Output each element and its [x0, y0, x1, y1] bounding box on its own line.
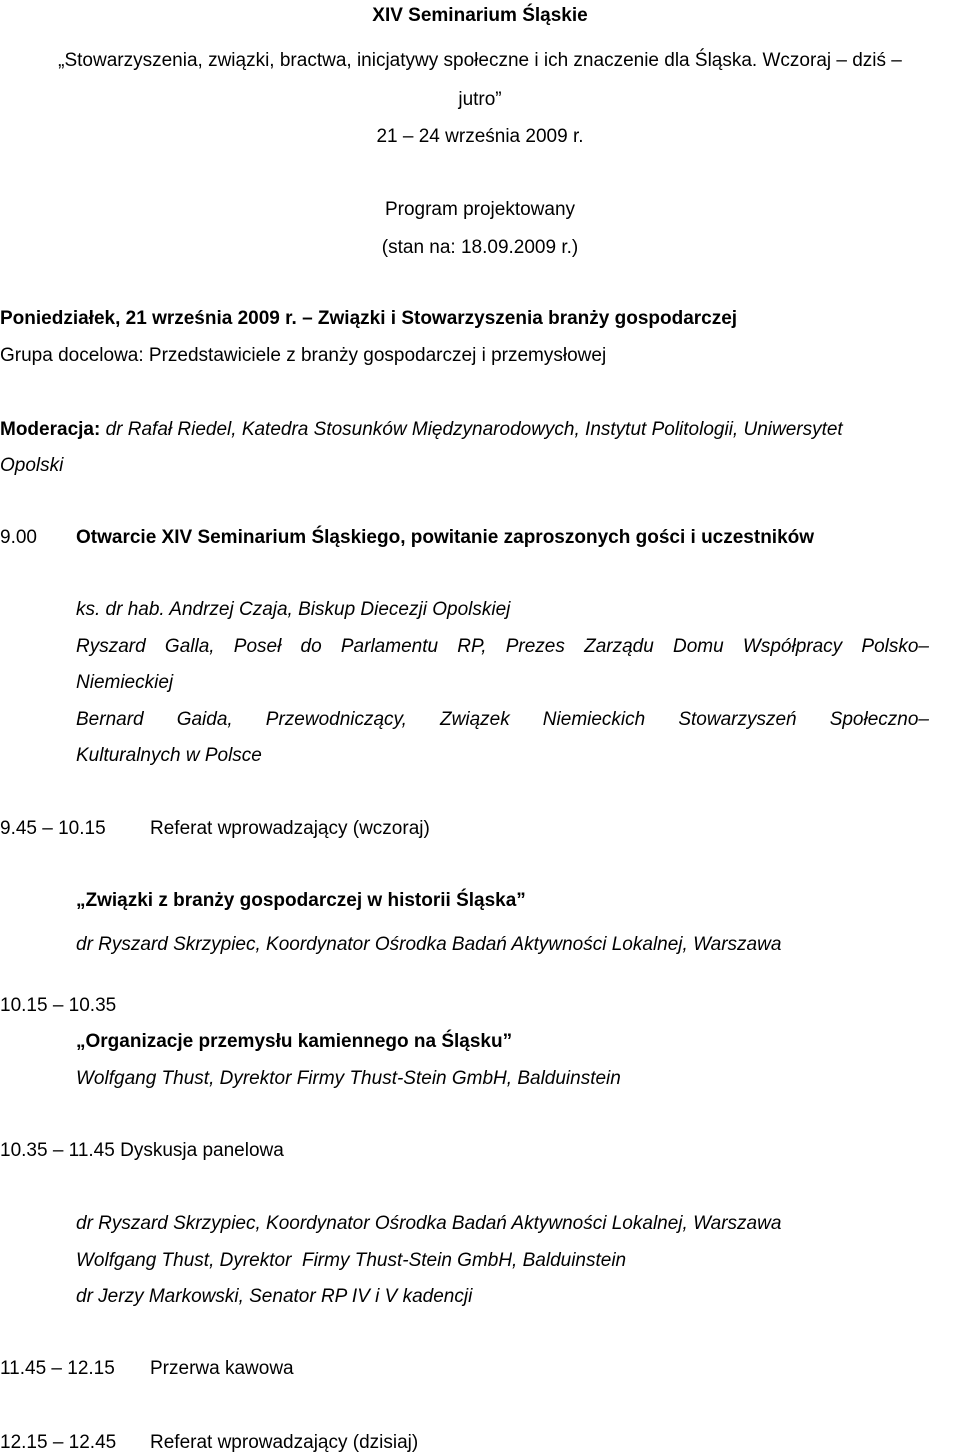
break-label: Przerwa kawowa	[150, 1358, 294, 1379]
program-status: (stan na: 18.09.2009 r.)	[381, 237, 579, 258]
opening-time: 9.00	[0, 527, 37, 548]
day-heading	[0, 308, 737, 330]
moderation-line2: Opolski	[0, 455, 64, 476]
opening-speaker-2-line1: Ryszard Galla, Poseł do Parlamentu RP, Prezes Zarządu Domu Współpracy Polsko–	[76, 636, 929, 657]
session1-time: 9.45 – 10.15	[0, 818, 106, 839]
opening-speaker-1: ks. dr hab. Andrzej Czaja, Biskup Diecezji Opolskiej	[76, 599, 511, 620]
seminar-title: XIV Seminarium Śląskie	[372, 5, 588, 26]
day-heading-topic: – Związki i Stowarzyszenia branży gospodarczej	[302, 308, 738, 329]
moderation-line1	[0, 419, 843, 441]
session4-row	[0, 1432, 418, 1454]
opening-speaker-2-line2: Niemieckiej	[76, 672, 174, 693]
session3-label: Dyskusja panelowa	[120, 1140, 284, 1161]
session1-row	[0, 818, 430, 840]
moderation-text: dr Rafał Riedel, Katedra Stosunków Międzynarodowych, Instytut Politologii, Uniwersytet	[105, 419, 843, 440]
panelist-1: dr Ryszard Skrzypiec, Koordynator Ośrodka Badań Aktywności Lokalnej, Warszawa	[76, 1213, 782, 1234]
session3-time: 10.35 – 11.45	[0, 1140, 115, 1161]
opening-speaker-3-line1: Bernard Gaida, Przewodniczący, Związek Niemieckich Stowarzyszeń Społeczno–	[76, 709, 929, 730]
session1-talk-speaker: dr Ryszard Skrzypiec, Koordynator Ośrodka Badań Aktywności Lokalnej, Warszawa	[76, 934, 782, 955]
session2-time: 10.15 – 10.35	[0, 995, 117, 1016]
session1-label: Referat wprowadzający (wczoraj)	[150, 818, 430, 839]
target-group: Grupa docelowa: Przedstawiciele z branży gospodarczej i przemysłowej	[0, 345, 607, 366]
seminar-subtitle-line2: jutro”	[458, 89, 502, 110]
session2-talk-speaker: Wolfgang Thust, Dyrektor Firmy Thust-Stein GmbH, Balduinstein	[76, 1068, 621, 1089]
opening-title: Otwarcie XIV Seminarium Śląskiego, powitanie zaproszonych gości i uczestników	[76, 527, 815, 548]
moderation-label: Moderacja:	[0, 419, 101, 440]
opening-speaker-3-line2: Kulturalnych w Polsce	[76, 745, 262, 766]
session1-talk-title: „Związki z branży gospodarczej w historii Śląska”	[76, 890, 526, 911]
panelist-2: Wolfgang Thust, Dyrektor Firmy Thust-Stein GmbH, Balduinstein	[76, 1250, 627, 1271]
break-time: 11.45 – 12.15	[0, 1358, 115, 1379]
session4-time: 12.15 – 12.45	[0, 1432, 117, 1453]
opening-row	[0, 527, 814, 549]
day-heading-date: Poniedziałek, 21 września 2009 r.	[0, 308, 297, 329]
session4-label: Referat wprowadzający (dzisiaj)	[150, 1432, 419, 1453]
program-label: Program projektowany	[384, 199, 576, 220]
session3-row	[0, 1140, 284, 1162]
break-row	[0, 1358, 294, 1380]
seminar-subtitle-line1: „Stowarzyszenia, związki, bractwa, inicjatywy społeczne i ich znaczenie dla Śląska. Wczoraj – dziś –	[58, 50, 902, 71]
panelist-3: dr Jerzy Markowski, Senator RP IV i V kadencji	[76, 1286, 473, 1307]
session2-talk-title: „Organizacje przemysłu kamiennego na Śląsku”	[76, 1031, 513, 1052]
seminar-dates: 21 – 24 września 2009 r.	[376, 126, 584, 147]
